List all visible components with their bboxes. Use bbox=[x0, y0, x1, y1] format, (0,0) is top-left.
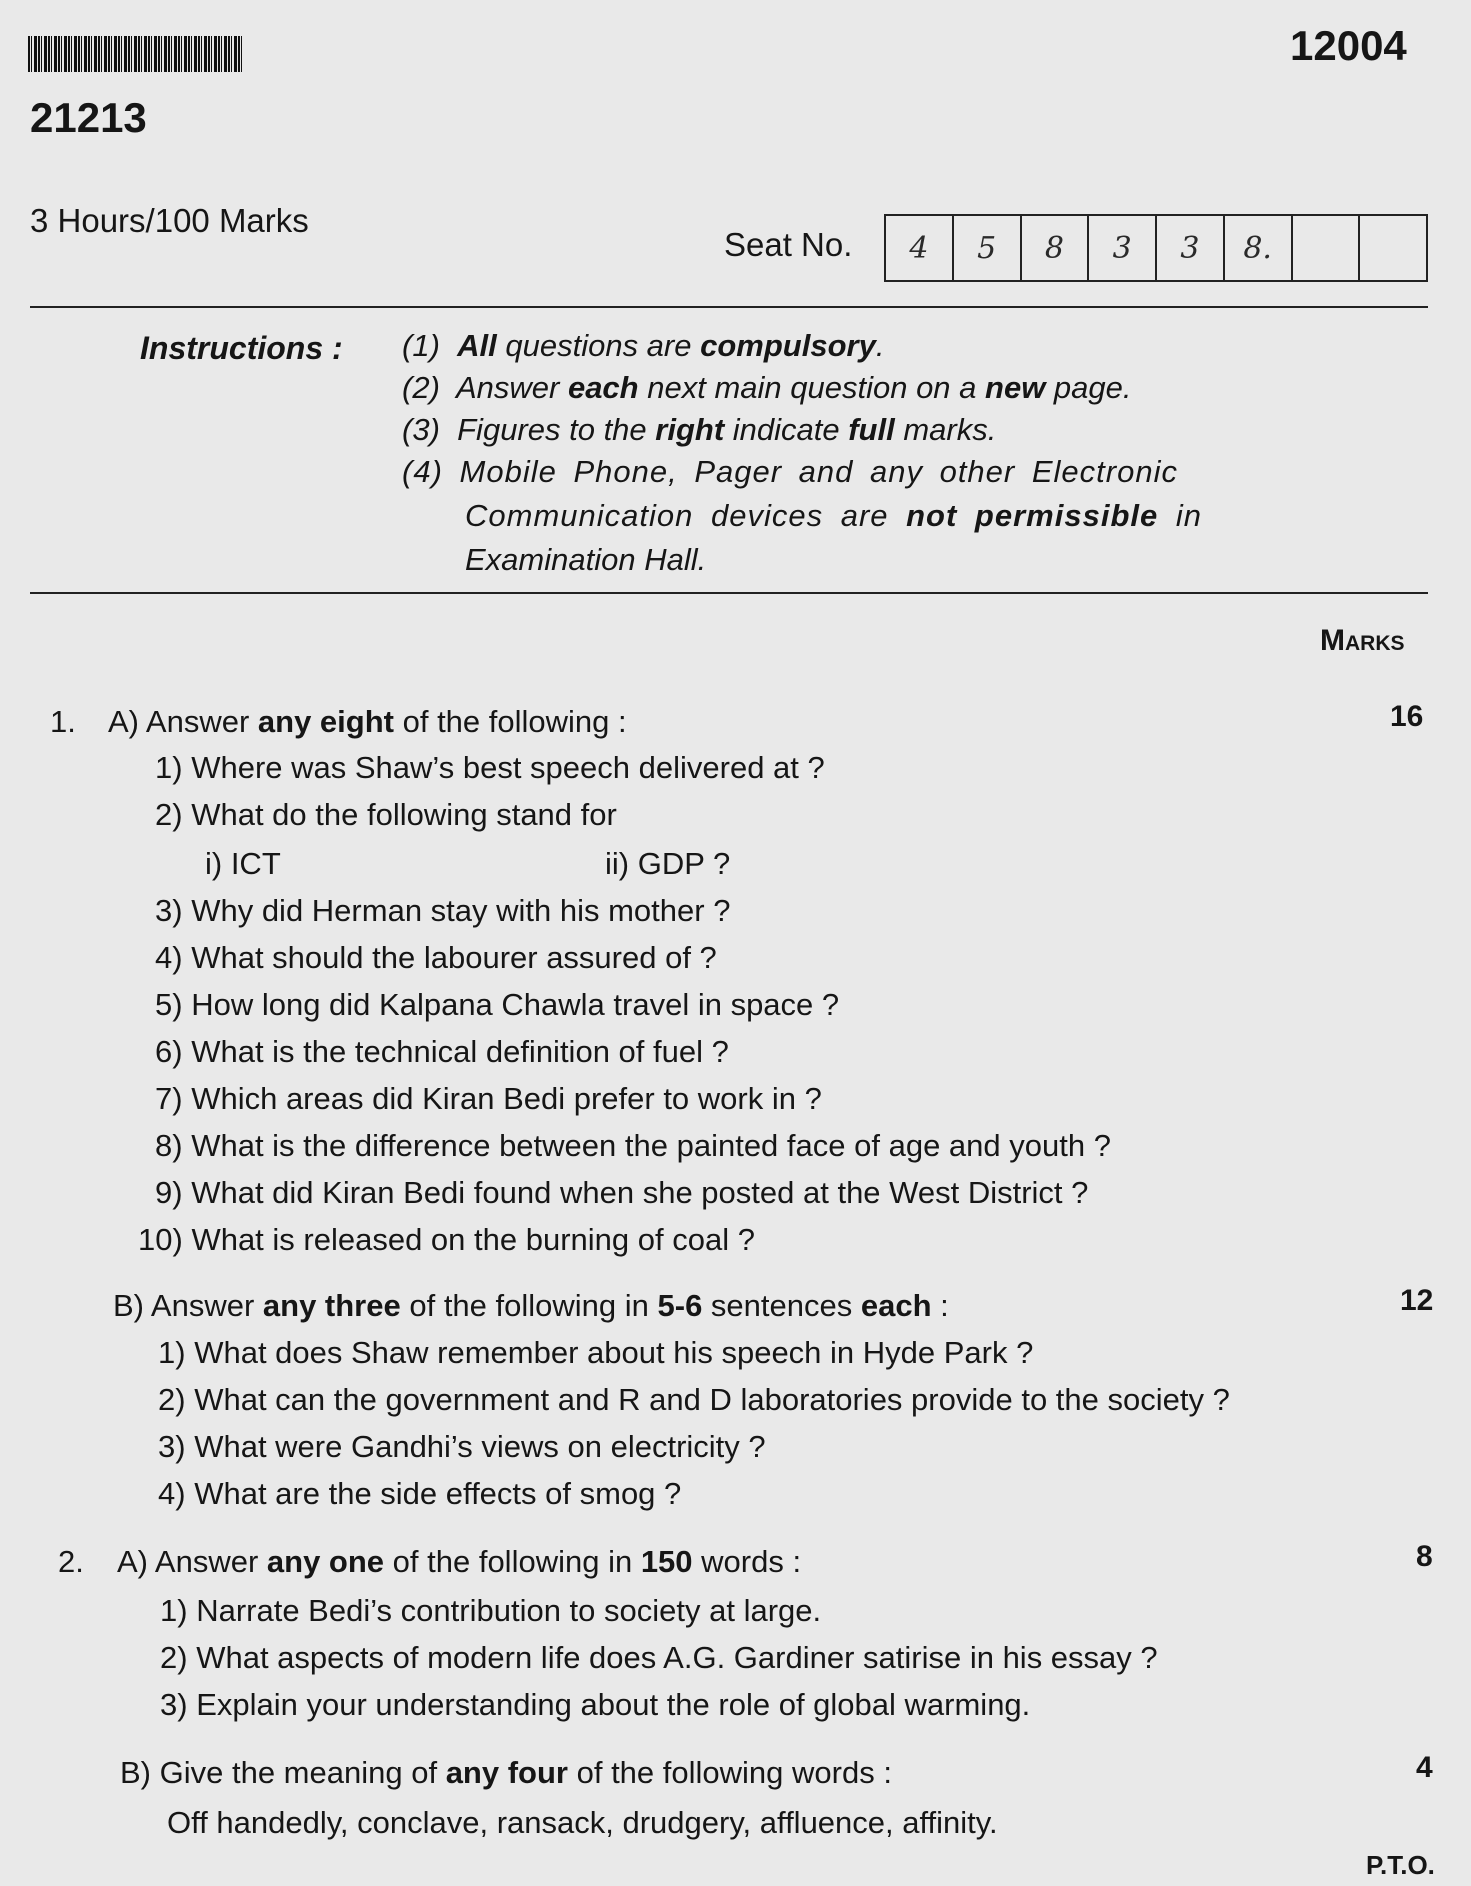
instruction-4: (4) Mobile Phone, Pager and any other Electronic bbox=[402, 454, 1178, 489]
seat-digit bbox=[1360, 216, 1426, 280]
seat-digit: 3 bbox=[1157, 216, 1225, 280]
divider bbox=[30, 306, 1428, 308]
list-item: 7) Which areas did Kiran Bedi prefer to work in ? bbox=[155, 1081, 822, 1116]
list-item: 1) Narrate Bedi’s contribution to society at large. bbox=[160, 1593, 822, 1628]
question-2-number: 2. bbox=[58, 1544, 84, 1579]
list-item: 3) Why did Herman stay with his mother ? bbox=[155, 893, 731, 928]
instruction-3: (3) Figures to the right indicate full marks. bbox=[402, 412, 997, 447]
marks-value: 8 bbox=[1416, 1540, 1433, 1573]
sub-item-ict: i) ICT bbox=[205, 846, 281, 881]
instructions-label: Instructions : bbox=[140, 330, 343, 366]
list-item: 9) What did Kiran Bedi found when she posted at the West District ? bbox=[155, 1175, 1089, 1210]
subject-code: 21213 bbox=[30, 94, 147, 141]
list-item: 3) Explain your understanding about the role of global warming. bbox=[160, 1687, 1031, 1722]
list-item: 1) Where was Shaw’s best speech delivered at ? bbox=[155, 750, 825, 785]
seat-digit: 5 bbox=[954, 216, 1022, 280]
seat-digit: 3 bbox=[1089, 216, 1157, 280]
seat-digit: 4 bbox=[886, 216, 954, 280]
instruction-1: (1) All questions are compulsory. bbox=[402, 328, 885, 363]
question-1b-heading: B) Answer any three of the following in 5-6 sentences each : bbox=[113, 1288, 949, 1323]
list-item: 10) What is released on the burning of coal ? bbox=[138, 1222, 755, 1257]
barcode bbox=[28, 36, 244, 72]
instruction-4-line2: Communication devices are not permissible in bbox=[465, 498, 1202, 533]
list-item: 6) What is the technical definition of fuel ? bbox=[155, 1034, 729, 1069]
list-item: 1) What does Shaw remember about his speech in Hyde Park ? bbox=[158, 1335, 1034, 1370]
instruction-4-line3: Examination Hall. bbox=[465, 542, 707, 577]
seat-number-box bbox=[884, 214, 1428, 282]
word-list: Off handedly, conclave, ransack, drudgery, affluence, affinity. bbox=[167, 1805, 998, 1840]
seat-label: Seat No. bbox=[724, 226, 853, 263]
list-item: 2) What do the following stand for bbox=[155, 797, 617, 832]
list-item: 5) How long did Kalpana Chawla travel in space ? bbox=[155, 987, 840, 1022]
paper-code: 12004 bbox=[1290, 22, 1407, 69]
list-item: 2) What can the government and R and D laboratories provide to the society ? bbox=[158, 1382, 1230, 1417]
divider bbox=[30, 592, 1428, 594]
marks-value: 4 bbox=[1416, 1751, 1433, 1784]
question-1-number: 1. bbox=[50, 704, 76, 739]
pto-label: P.T.O. bbox=[1366, 1850, 1435, 1880]
list-item: 8) What is the difference between the painted face of age and youth ? bbox=[155, 1128, 1111, 1163]
question-2a-heading: A) Answer any one of the following in 150 words : bbox=[117, 1544, 802, 1579]
instruction-2: (2) Answer each next main question on a new page. bbox=[402, 370, 1132, 405]
question-1a-heading: A) Answer any eight of the following : bbox=[108, 704, 627, 739]
question-2b-heading: B) Give the meaning of any four of the following words : bbox=[120, 1755, 892, 1790]
marks-heading: Marks bbox=[1320, 624, 1405, 657]
marks-value: 16 bbox=[1390, 700, 1424, 733]
seat-digit: 8 bbox=[1022, 216, 1090, 280]
duration: 3 Hours/100 Marks bbox=[30, 202, 309, 239]
list-item: 2) What aspects of modern life does A.G. Gardiner satirise in his essay ? bbox=[160, 1640, 1158, 1675]
list-item: 3) What were Gandhi’s views on electricity ? bbox=[158, 1429, 766, 1464]
list-item: 4) What should the labourer assured of ? bbox=[155, 940, 717, 975]
list-item: 4) What are the side effects of smog ? bbox=[158, 1476, 682, 1511]
seat-digit bbox=[1293, 216, 1361, 280]
seat-digit: 8. bbox=[1225, 216, 1293, 280]
sub-item-gdp: ii) GDP ? bbox=[605, 846, 731, 881]
marks-value: 12 bbox=[1400, 1284, 1434, 1317]
